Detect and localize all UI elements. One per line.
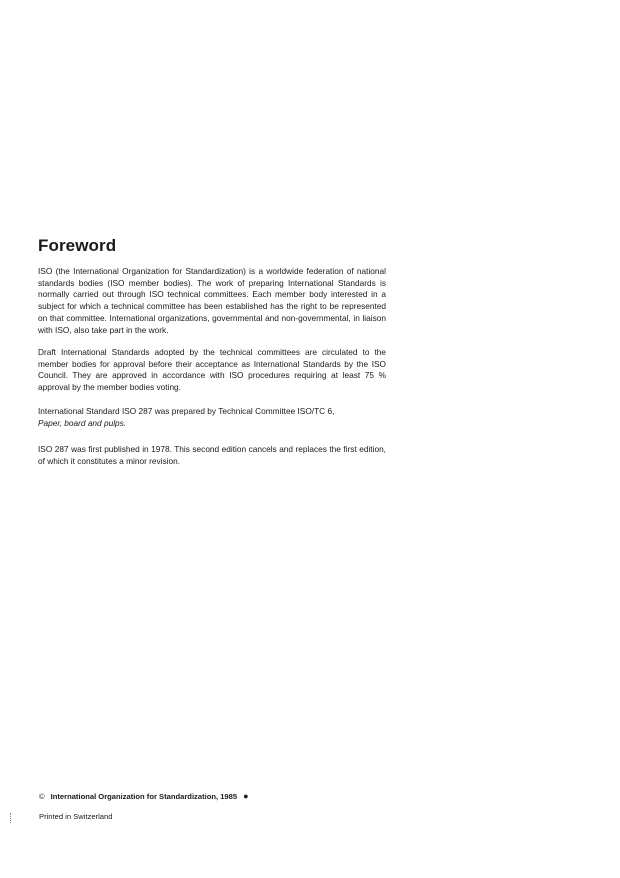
paragraph-text: Draft International Standards adopted by the technical committees are circulated to the member bodies for approval before their acceptance as International Standards by the ISO Council. They are approved in accordance with ISO procedures requiring at least 75 % approval by the member bodies voting. — [38, 347, 386, 393]
paragraph-iso-intro — [38, 266, 386, 336]
paragraph-text: ISO 287 was first published in 1978. This second edition cancels and replaces the first edition, of which it constitutes a minor revision. — [38, 444, 386, 466]
bullet-icon: ● — [243, 791, 249, 801]
paragraph-prepared-by — [38, 406, 386, 429]
committee-title: Paper, board and pulps. — [38, 417, 127, 428]
copyright-text: International Organization for Standardization, 1985 — [50, 792, 238, 801]
paragraph-content — [38, 406, 386, 429]
paragraph-text: ISO (the International Organization for Standardization) is a worldwide federation of national standards bodies (ISO member bodies). The work of preparing International Standards is normally carried out through ISO technical committees. Each member body interested in a subject for which a technical committee has been established has the right to be represented on that committee. International organizations, governmental and non-governmental, in liaison with ISO, also take part in the work. — [38, 266, 386, 335]
paragraph-edition-history — [38, 444, 386, 467]
paragraph-text: International Standard ISO 287 was prepared by Technical Committee ISO/TC 6, — [38, 406, 335, 416]
page-title: Foreword — [38, 236, 117, 255]
margin-mark — [10, 813, 12, 823]
copyright-line — [39, 791, 249, 801]
paragraph-draft-standards — [38, 347, 386, 394]
printed-in-line: Printed in Switzerland — [39, 812, 113, 821]
copyright-icon: © — [39, 792, 45, 801]
